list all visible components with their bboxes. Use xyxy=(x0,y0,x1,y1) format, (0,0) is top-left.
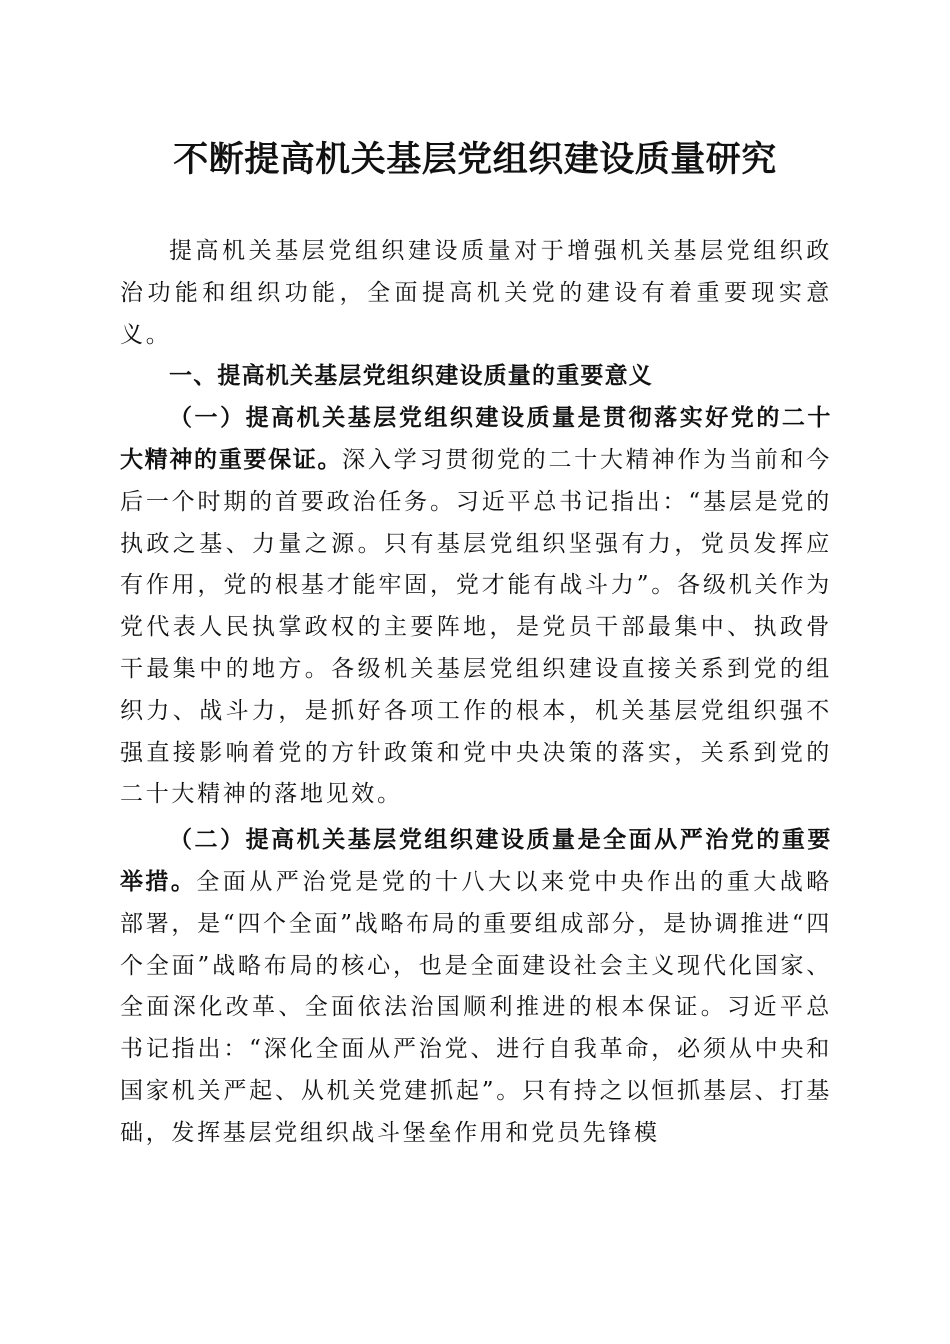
subsection-paragraph-2 xyxy=(120,820,832,1154)
document-title: 不断提高机关基层党组织建设质量研究 xyxy=(173,139,777,180)
document-body xyxy=(120,231,832,1155)
subsection-lead-2: （二）提高机关基层党组织建设质量是全面从严治党的重要举措。 xyxy=(120,827,832,895)
subsection-body-1: 深入学习贯彻党的二十大精神作为当前和今后一个时期的首要政治任务。习近平总书记指出：“基层是党的执政之基、力量之源。只有基层党组织坚强有力，党员发挥应有作用，党的根基才能牢固，党才能有战斗力”。各级机关作为党代表人民执掌政权的主要阵地，是党员干部最集中、执政骨干最集中的地方。各级机关基层党组织建设直接关系到党的组织力、战斗力，是抓好各项工作的根本，机关基层党组织强不强直接影响着党的方针政策和党中央决策的落实，关系到党的二十大精神的落地见效。 xyxy=(120,446,832,808)
subsection-body-2: 全面从严治党是党的十八大以来党中央作出的重大战略部署，是“四个全面”战略布局的重要组成部分，是协调推进“四个全面”战略布局的核心，也是全面建设社会主义现代化国家、全面深化改革、全面依法治国顺利推进的根本保证。习近平总书记指出：“深化全面从严治党、进行自我革命，必须从中央和国家机关严起、从机关党建抓起”。只有持之以恒抓基层、打基础，发挥基层党组织战斗堡垒作用和党员先锋模 xyxy=(120,868,832,1146)
section-heading-1: 一、提高机关基层党组织建设质量的重要意义 xyxy=(169,363,653,390)
subsection-paragraph-1 xyxy=(120,398,832,816)
subsection-lead-1: （一）提高机关基层党组织建设质量是贯彻落实好党的二十大精神的重要保证。 xyxy=(120,405,832,473)
intro-paragraph: 提高机关基层党组织建设质量对于增强机关基层党组织政治功能和组织功能，全面提高机关党的建设有着重要现实意义。 xyxy=(120,238,832,348)
